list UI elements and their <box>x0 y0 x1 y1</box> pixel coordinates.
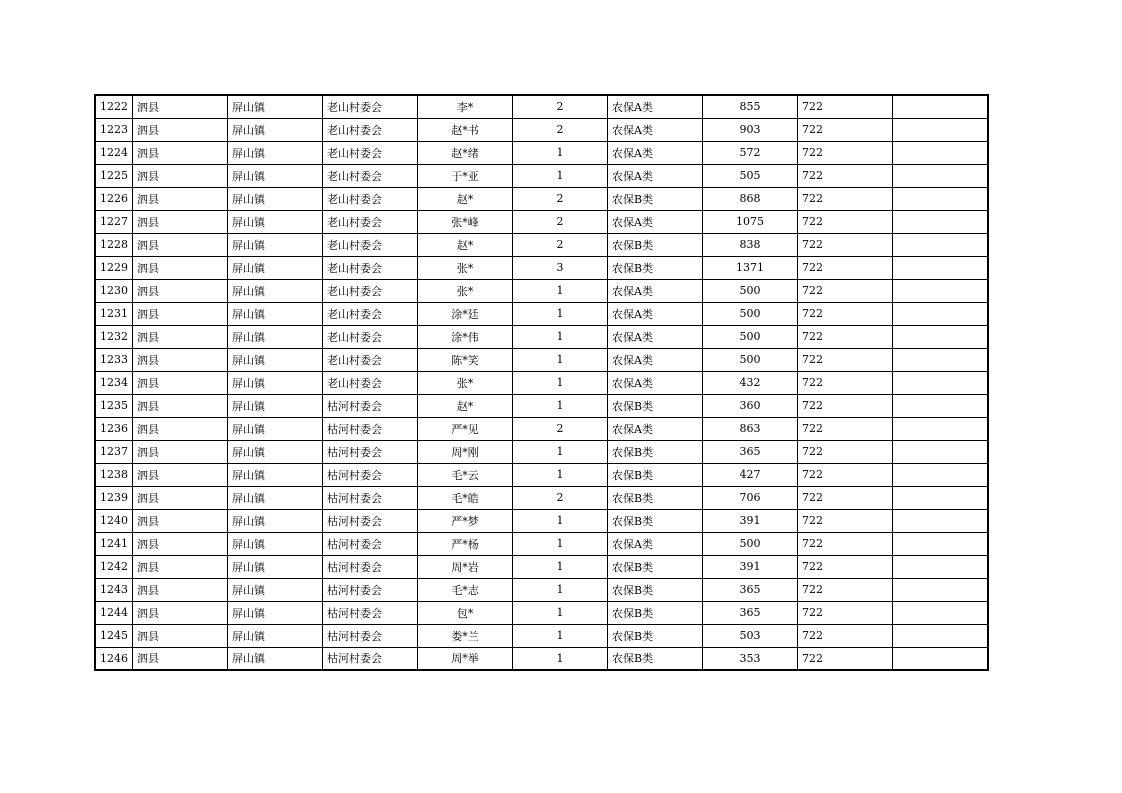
town-cell: 屏山镇 <box>228 509 323 532</box>
town-cell: 屏山镇 <box>228 348 323 371</box>
county-cell: 泗县 <box>133 463 228 486</box>
town-cell: 屏山镇 <box>228 164 323 187</box>
county-cell: 泗县 <box>133 394 228 417</box>
amount-cell: 360 <box>703 394 798 417</box>
household-count-cell: 1 <box>513 624 608 647</box>
code-cell: 722 <box>798 164 893 187</box>
village-cell: 枯河村委会 <box>323 509 418 532</box>
remarks-cell <box>893 417 988 440</box>
household-count-cell: 1 <box>513 371 608 394</box>
row-number-cell: 1237 <box>95 440 133 463</box>
code-cell: 722 <box>798 509 893 532</box>
household-count-cell: 1 <box>513 302 608 325</box>
row-number-cell: 1232 <box>95 325 133 348</box>
remarks-cell <box>893 624 988 647</box>
remarks-cell <box>893 371 988 394</box>
code-cell: 722 <box>798 601 893 624</box>
village-cell: 枯河村委会 <box>323 624 418 647</box>
village-cell: 枯河村委会 <box>323 578 418 601</box>
insurance-type-cell: 农保A类 <box>608 302 703 325</box>
remarks-cell <box>893 141 988 164</box>
row-number-cell: 1233 <box>95 348 133 371</box>
remarks-cell <box>893 463 988 486</box>
table-row <box>95 233 988 256</box>
name-cell: 涂*伟 <box>418 325 513 348</box>
name-cell: 张* <box>418 371 513 394</box>
household-count-cell: 1 <box>513 348 608 371</box>
table-row <box>95 141 988 164</box>
household-count-cell: 2 <box>513 95 608 118</box>
name-cell: 包* <box>418 601 513 624</box>
row-number-cell: 1245 <box>95 624 133 647</box>
row-number-cell: 1224 <box>95 141 133 164</box>
town-cell: 屏山镇 <box>228 440 323 463</box>
county-cell: 泗县 <box>133 509 228 532</box>
amount-cell: 500 <box>703 532 798 555</box>
amount-cell: 500 <box>703 279 798 302</box>
village-cell: 老山村委会 <box>323 302 418 325</box>
name-cell: 赵*绪 <box>418 141 513 164</box>
town-cell: 屏山镇 <box>228 118 323 141</box>
code-cell: 722 <box>798 256 893 279</box>
insurance-type-cell: 农保B类 <box>608 601 703 624</box>
table-row <box>95 509 988 532</box>
town-cell: 屏山镇 <box>228 555 323 578</box>
row-number-cell: 1243 <box>95 578 133 601</box>
remarks-cell <box>893 348 988 371</box>
code-cell: 722 <box>798 325 893 348</box>
insurance-type-cell: 农保A类 <box>608 325 703 348</box>
household-count-cell: 1 <box>513 463 608 486</box>
name-cell: 赵*书 <box>418 118 513 141</box>
amount-cell: 353 <box>703 647 798 670</box>
code-cell: 722 <box>798 440 893 463</box>
remarks-cell <box>893 279 988 302</box>
name-cell: 严*梦 <box>418 509 513 532</box>
remarks-cell <box>893 95 988 118</box>
town-cell: 屏山镇 <box>228 394 323 417</box>
data-table <box>94 94 989 671</box>
insurance-type-cell: 农保A类 <box>608 532 703 555</box>
amount-cell: 706 <box>703 486 798 509</box>
remarks-cell <box>893 578 988 601</box>
village-cell: 老山村委会 <box>323 118 418 141</box>
table-row <box>95 348 988 371</box>
county-cell: 泗县 <box>133 555 228 578</box>
remarks-cell <box>893 509 988 532</box>
town-cell: 屏山镇 <box>228 325 323 348</box>
county-cell: 泗县 <box>133 187 228 210</box>
code-cell: 722 <box>798 187 893 210</box>
table-row <box>95 601 988 624</box>
table-row <box>95 440 988 463</box>
row-number-cell: 1236 <box>95 417 133 440</box>
remarks-cell <box>893 532 988 555</box>
code-cell: 722 <box>798 394 893 417</box>
village-cell: 老山村委会 <box>323 141 418 164</box>
town-cell: 屏山镇 <box>228 417 323 440</box>
table-row <box>95 417 988 440</box>
code-cell: 722 <box>798 486 893 509</box>
amount-cell: 365 <box>703 578 798 601</box>
village-cell: 枯河村委会 <box>323 532 418 555</box>
row-number-cell: 1240 <box>95 509 133 532</box>
village-cell: 老山村委会 <box>323 233 418 256</box>
code-cell: 722 <box>798 578 893 601</box>
insurance-type-cell: 农保B类 <box>608 647 703 670</box>
county-cell: 泗县 <box>133 95 228 118</box>
insurance-type-cell: 农保A类 <box>608 279 703 302</box>
table-row <box>95 210 988 233</box>
insurance-type-cell: 农保B类 <box>608 440 703 463</box>
village-cell: 枯河村委会 <box>323 417 418 440</box>
name-cell: 娄*兰 <box>418 624 513 647</box>
county-cell: 泗县 <box>133 348 228 371</box>
household-count-cell: 1 <box>513 555 608 578</box>
row-number-cell: 1231 <box>95 302 133 325</box>
village-cell: 枯河村委会 <box>323 440 418 463</box>
amount-cell: 427 <box>703 463 798 486</box>
household-count-cell: 2 <box>513 210 608 233</box>
row-number-cell: 1225 <box>95 164 133 187</box>
amount-cell: 863 <box>703 417 798 440</box>
insurance-type-cell: 农保B类 <box>608 578 703 601</box>
village-cell: 枯河村委会 <box>323 463 418 486</box>
amount-cell: 500 <box>703 325 798 348</box>
remarks-cell <box>893 302 988 325</box>
village-cell: 枯河村委会 <box>323 647 418 670</box>
household-count-cell: 1 <box>513 164 608 187</box>
village-cell: 老山村委会 <box>323 348 418 371</box>
insurance-type-cell: 农保A类 <box>608 210 703 233</box>
household-count-cell: 1 <box>513 394 608 417</box>
remarks-cell <box>893 647 988 670</box>
table-row <box>95 279 988 302</box>
household-count-cell: 2 <box>513 187 608 210</box>
code-cell: 722 <box>798 95 893 118</box>
insurance-type-cell: 农保A类 <box>608 118 703 141</box>
insurance-type-cell: 农保A类 <box>608 95 703 118</box>
table-row <box>95 532 988 555</box>
household-count-cell: 1 <box>513 647 608 670</box>
name-cell: 毛*皓 <box>418 486 513 509</box>
household-count-cell: 3 <box>513 256 608 279</box>
amount-cell: 838 <box>703 233 798 256</box>
village-cell: 老山村委会 <box>323 325 418 348</box>
name-cell: 赵* <box>418 187 513 210</box>
household-count-cell: 1 <box>513 509 608 532</box>
name-cell: 毛*云 <box>418 463 513 486</box>
name-cell: 赵* <box>418 394 513 417</box>
name-cell: 赵* <box>418 233 513 256</box>
code-cell: 722 <box>798 233 893 256</box>
village-cell: 老山村委会 <box>323 95 418 118</box>
row-number-cell: 1246 <box>95 647 133 670</box>
county-cell: 泗县 <box>133 279 228 302</box>
name-cell: 涂*廷 <box>418 302 513 325</box>
town-cell: 屏山镇 <box>228 233 323 256</box>
town-cell: 屏山镇 <box>228 486 323 509</box>
remarks-cell <box>893 118 988 141</box>
county-cell: 泗县 <box>133 233 228 256</box>
town-cell: 屏山镇 <box>228 463 323 486</box>
remarks-cell <box>893 233 988 256</box>
table-row <box>95 302 988 325</box>
county-cell: 泗县 <box>133 578 228 601</box>
household-count-cell: 2 <box>513 486 608 509</box>
insurance-type-cell: 农保B类 <box>608 187 703 210</box>
table-row <box>95 256 988 279</box>
code-cell: 722 <box>798 417 893 440</box>
row-number-cell: 1228 <box>95 233 133 256</box>
amount-cell: 572 <box>703 141 798 164</box>
row-number-cell: 1227 <box>95 210 133 233</box>
household-count-cell: 1 <box>513 141 608 164</box>
insurance-type-cell: 农保B类 <box>608 624 703 647</box>
name-cell: 张*峰 <box>418 210 513 233</box>
name-cell: 周*举 <box>418 647 513 670</box>
town-cell: 屏山镇 <box>228 578 323 601</box>
remarks-cell <box>893 555 988 578</box>
insurance-type-cell: 农保A类 <box>608 371 703 394</box>
town-cell: 屏山镇 <box>228 210 323 233</box>
county-cell: 泗县 <box>133 302 228 325</box>
remarks-cell <box>893 164 988 187</box>
code-cell: 722 <box>798 279 893 302</box>
row-number-cell: 1230 <box>95 279 133 302</box>
name-cell: 张* <box>418 256 513 279</box>
town-cell: 屏山镇 <box>228 302 323 325</box>
household-count-cell: 1 <box>513 601 608 624</box>
remarks-cell <box>893 187 988 210</box>
county-cell: 泗县 <box>133 325 228 348</box>
name-cell: 毛*志 <box>418 578 513 601</box>
code-cell: 722 <box>798 532 893 555</box>
county-cell: 泗县 <box>133 210 228 233</box>
remarks-cell <box>893 210 988 233</box>
amount-cell: 500 <box>703 302 798 325</box>
code-cell: 722 <box>798 118 893 141</box>
remarks-cell <box>893 601 988 624</box>
row-number-cell: 1239 <box>95 486 133 509</box>
village-cell: 老山村委会 <box>323 279 418 302</box>
row-number-cell: 1244 <box>95 601 133 624</box>
county-cell: 泗县 <box>133 164 228 187</box>
village-cell: 老山村委会 <box>323 371 418 394</box>
table-row <box>95 95 988 118</box>
amount-cell: 505 <box>703 164 798 187</box>
household-count-cell: 2 <box>513 233 608 256</box>
insurance-type-cell: 农保B类 <box>608 256 703 279</box>
row-number-cell: 1241 <box>95 532 133 555</box>
insurance-type-cell: 农保B类 <box>608 233 703 256</box>
name-cell: 陈*笑 <box>418 348 513 371</box>
table-row <box>95 555 988 578</box>
county-cell: 泗县 <box>133 601 228 624</box>
town-cell: 屏山镇 <box>228 187 323 210</box>
household-count-cell: 1 <box>513 532 608 555</box>
village-cell: 枯河村委会 <box>323 394 418 417</box>
household-count-cell: 1 <box>513 440 608 463</box>
name-cell: 张* <box>418 279 513 302</box>
amount-cell: 1371 <box>703 256 798 279</box>
table-row <box>95 325 988 348</box>
code-cell: 722 <box>798 647 893 670</box>
code-cell: 722 <box>798 348 893 371</box>
remarks-cell <box>893 325 988 348</box>
name-cell: 严*杨 <box>418 532 513 555</box>
county-cell: 泗县 <box>133 486 228 509</box>
town-cell: 屏山镇 <box>228 256 323 279</box>
insurance-type-cell: 农保B类 <box>608 555 703 578</box>
table-body <box>95 95 988 670</box>
insurance-type-cell: 农保A类 <box>608 141 703 164</box>
row-number-cell: 1235 <box>95 394 133 417</box>
name-cell: 李* <box>418 95 513 118</box>
town-cell: 屏山镇 <box>228 141 323 164</box>
table-row <box>95 463 988 486</box>
county-cell: 泗县 <box>133 141 228 164</box>
county-cell: 泗县 <box>133 624 228 647</box>
village-cell: 老山村委会 <box>323 187 418 210</box>
village-cell: 老山村委会 <box>323 164 418 187</box>
amount-cell: 903 <box>703 118 798 141</box>
insurance-type-cell: 农保B类 <box>608 486 703 509</box>
amount-cell: 365 <box>703 440 798 463</box>
table-row <box>95 647 988 670</box>
county-cell: 泗县 <box>133 417 228 440</box>
county-cell: 泗县 <box>133 256 228 279</box>
name-cell: 周*岩 <box>418 555 513 578</box>
village-cell: 老山村委会 <box>323 210 418 233</box>
row-number-cell: 1226 <box>95 187 133 210</box>
code-cell: 722 <box>798 624 893 647</box>
amount-cell: 503 <box>703 624 798 647</box>
insurance-type-cell: 农保A类 <box>608 348 703 371</box>
town-cell: 屏山镇 <box>228 279 323 302</box>
code-cell: 722 <box>798 141 893 164</box>
town-cell: 屏山镇 <box>228 601 323 624</box>
row-number-cell: 1238 <box>95 463 133 486</box>
county-cell: 泗县 <box>133 371 228 394</box>
household-count-cell: 1 <box>513 279 608 302</box>
table-row <box>95 164 988 187</box>
remarks-cell <box>893 486 988 509</box>
code-cell: 722 <box>798 463 893 486</box>
code-cell: 722 <box>798 302 893 325</box>
row-number-cell: 1242 <box>95 555 133 578</box>
county-cell: 泗县 <box>133 118 228 141</box>
amount-cell: 1075 <box>703 210 798 233</box>
household-count-cell: 1 <box>513 578 608 601</box>
name-cell: 周*刚 <box>418 440 513 463</box>
amount-cell: 391 <box>703 509 798 532</box>
town-cell: 屏山镇 <box>228 647 323 670</box>
row-number-cell: 1223 <box>95 118 133 141</box>
amount-cell: 432 <box>703 371 798 394</box>
code-cell: 722 <box>798 371 893 394</box>
county-cell: 泗县 <box>133 532 228 555</box>
insurance-type-cell: 农保B类 <box>608 394 703 417</box>
insurance-type-cell: 农保B类 <box>608 463 703 486</box>
town-cell: 屏山镇 <box>228 371 323 394</box>
household-count-cell: 2 <box>513 417 608 440</box>
table-row <box>95 118 988 141</box>
table-row <box>95 187 988 210</box>
table-row <box>95 486 988 509</box>
remarks-cell <box>893 394 988 417</box>
remarks-cell <box>893 256 988 279</box>
code-cell: 722 <box>798 210 893 233</box>
amount-cell: 500 <box>703 348 798 371</box>
household-count-cell: 1 <box>513 325 608 348</box>
row-number-cell: 1229 <box>95 256 133 279</box>
household-count-cell: 2 <box>513 118 608 141</box>
amount-cell: 868 <box>703 187 798 210</box>
village-cell: 枯河村委会 <box>323 601 418 624</box>
table-row <box>95 394 988 417</box>
town-cell: 屏山镇 <box>228 532 323 555</box>
name-cell: 于*亚 <box>418 164 513 187</box>
town-cell: 屏山镇 <box>228 95 323 118</box>
row-number-cell: 1222 <box>95 95 133 118</box>
county-cell: 泗县 <box>133 647 228 670</box>
table-row <box>95 578 988 601</box>
insurance-type-cell: 农保A类 <box>608 417 703 440</box>
amount-cell: 365 <box>703 601 798 624</box>
table-row <box>95 624 988 647</box>
name-cell: 严*见 <box>418 417 513 440</box>
table-row <box>95 371 988 394</box>
remarks-cell <box>893 440 988 463</box>
county-cell: 泗县 <box>133 440 228 463</box>
row-number-cell: 1234 <box>95 371 133 394</box>
amount-cell: 855 <box>703 95 798 118</box>
village-cell: 老山村委会 <box>323 256 418 279</box>
insurance-type-cell: 农保A类 <box>608 164 703 187</box>
village-cell: 枯河村委会 <box>323 555 418 578</box>
insurance-type-cell: 农保B类 <box>608 509 703 532</box>
village-cell: 枯河村委会 <box>323 486 418 509</box>
amount-cell: 391 <box>703 555 798 578</box>
code-cell: 722 <box>798 555 893 578</box>
town-cell: 屏山镇 <box>228 624 323 647</box>
